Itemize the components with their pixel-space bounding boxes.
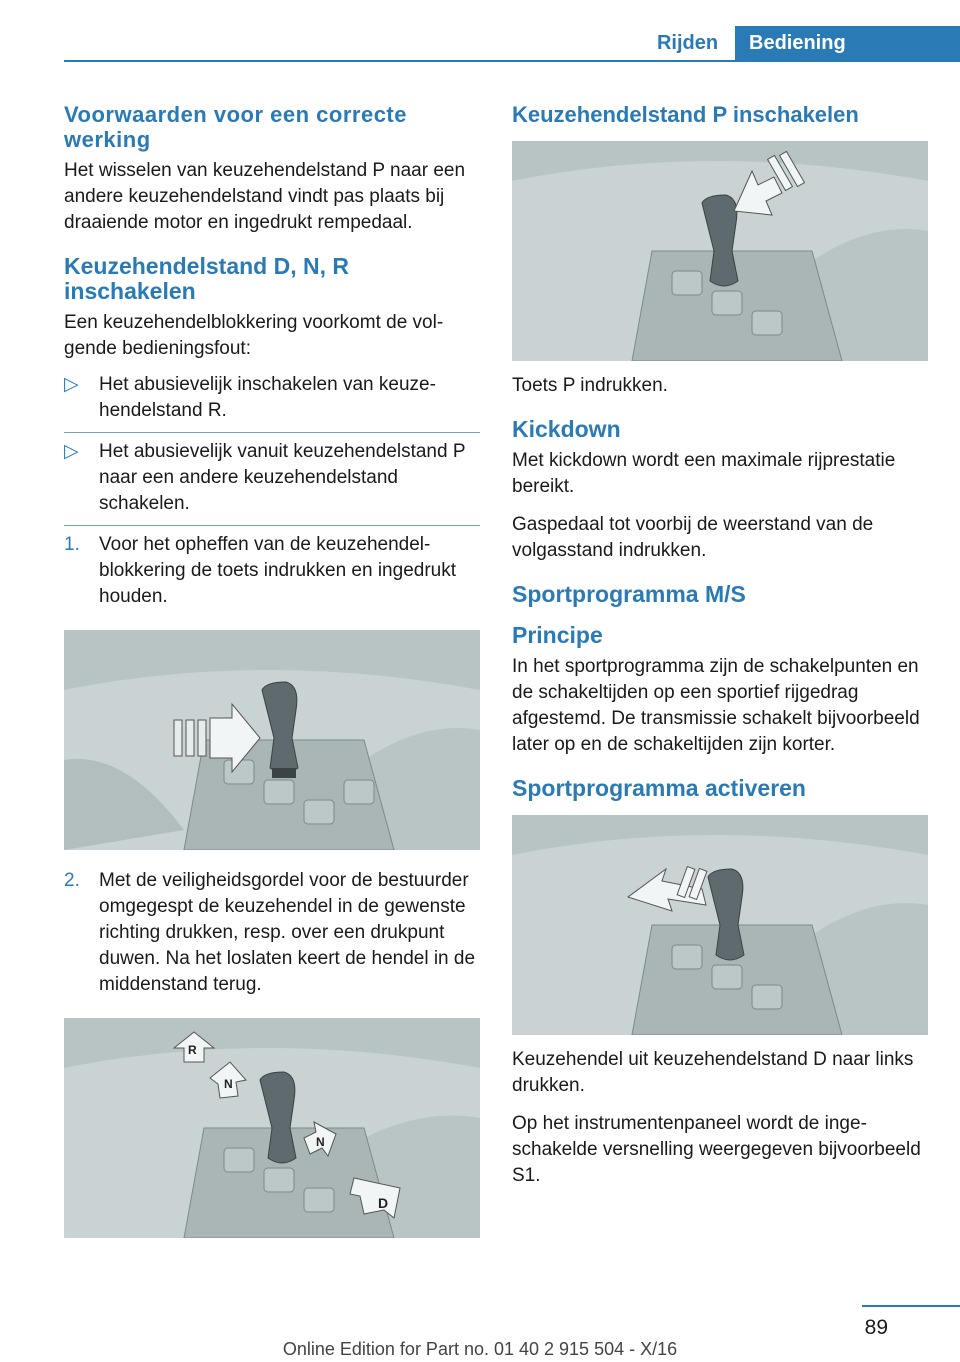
dir-label-r: R <box>188 1043 197 1057</box>
bullet-list <box>64 366 480 618</box>
step-item <box>64 526 480 618</box>
figure-release-button <box>64 630 480 850</box>
para-p: Toets P indrukken. <box>512 375 668 396</box>
heading-sport-activeren: Sportprogramma activeren <box>512 775 806 801</box>
step-number: 2. <box>64 870 80 891</box>
heading-p-inschakelen: Keuzehendelstand P inschakelen <box>512 102 859 127</box>
para-kickdown-2: Gaspedaal tot voorbij de weerstand van de volgasstand indrukken. <box>512 514 874 561</box>
heading-voorwaarden: Voorwaarden voor een correcte werking <box>64 102 407 152</box>
step-number: 1. <box>64 534 80 555</box>
para-voorwaarden: Het wisselen van keuzehendelstand P naar een andere keuzehendelstand vindt pas plaats bij draaiende motor en ingedrukt rempedaal. <box>64 160 466 233</box>
tab-bediening[interactable]: Bediening <box>735 26 960 62</box>
right-column <box>512 102 928 1201</box>
list-item <box>64 366 480 433</box>
figure-gear-directions <box>64 1018 480 1238</box>
step-text: Voor het opheffen van de keuzehendelblokkering de toets indrukken en ingedrukt houden. <box>99 534 457 607</box>
dir-label-n: N <box>316 1135 325 1149</box>
heading-kickdown: Kickdown <box>512 416 621 442</box>
footer-rule <box>862 1305 960 1307</box>
step-list-2 <box>64 862 480 1006</box>
triangle-bullet-icon: ▷ <box>64 441 79 462</box>
figure-p-button <box>512 141 928 361</box>
step-item <box>64 862 480 1006</box>
footer-edition: Online Edition for Part no. 01 40 2 915 504 - X/16 <box>282 1339 678 1359</box>
list-item <box>64 433 480 526</box>
triangle-bullet-icon: ▷ <box>64 374 79 395</box>
left-column <box>64 102 480 1250</box>
list-item-text: Het abusievelijk inschakelen van keuzehendelstand R. <box>99 374 436 421</box>
heading-principe: Principe <box>512 622 603 648</box>
heading-dnr: Keuzehendelstand D, N, R inschakelen <box>64 253 349 304</box>
page-number: 89 <box>864 1316 888 1339</box>
para-activeren-1: Keuzehendel uit keuzehendelstand D naar links drukken. <box>512 1049 914 1096</box>
heading-sportprogramma: Sportprogramma M/S <box>512 581 746 607</box>
para-kickdown-1: Met kickdown wordt een maximale rijprestatie bereikt. <box>512 450 896 497</box>
figure-sport-mode <box>512 815 928 1035</box>
dir-label-n: N <box>224 1077 233 1091</box>
dir-label-d: D <box>378 1195 389 1211</box>
step-text: Met de veiligheidsgordel voor de bestuurder omgegespt de keuzehendel in de gewenste richting drukken, resp. over een drukpunt duwen. Na het loslaten keert de hendel in de middenstand terug. <box>99 870 476 995</box>
para-activeren-2: Op het instrumentenpaneel wordt de ingeschakelde versnelling weergegeven bijvoorbeeld S1. <box>512 1113 921 1186</box>
para-dnr: Een keuzehendelblokkering voorkomt de volgende bedieningsfout: <box>64 312 444 359</box>
list-item-text: Het abusievelijk vanuit keuzehendelstand P naar een andere keuzehendelstand schakelen. <box>99 441 466 514</box>
tab-rijden[interactable]: Rijden <box>656 32 719 54</box>
para-principe: In het sportprogramma zijn de schakelpunten en de schakeltijden op een sportief rijgedrag afgestemd. De transmissie schakelt bijvoorbeeld later op en de schakeltijden zijn korter. <box>512 656 920 755</box>
